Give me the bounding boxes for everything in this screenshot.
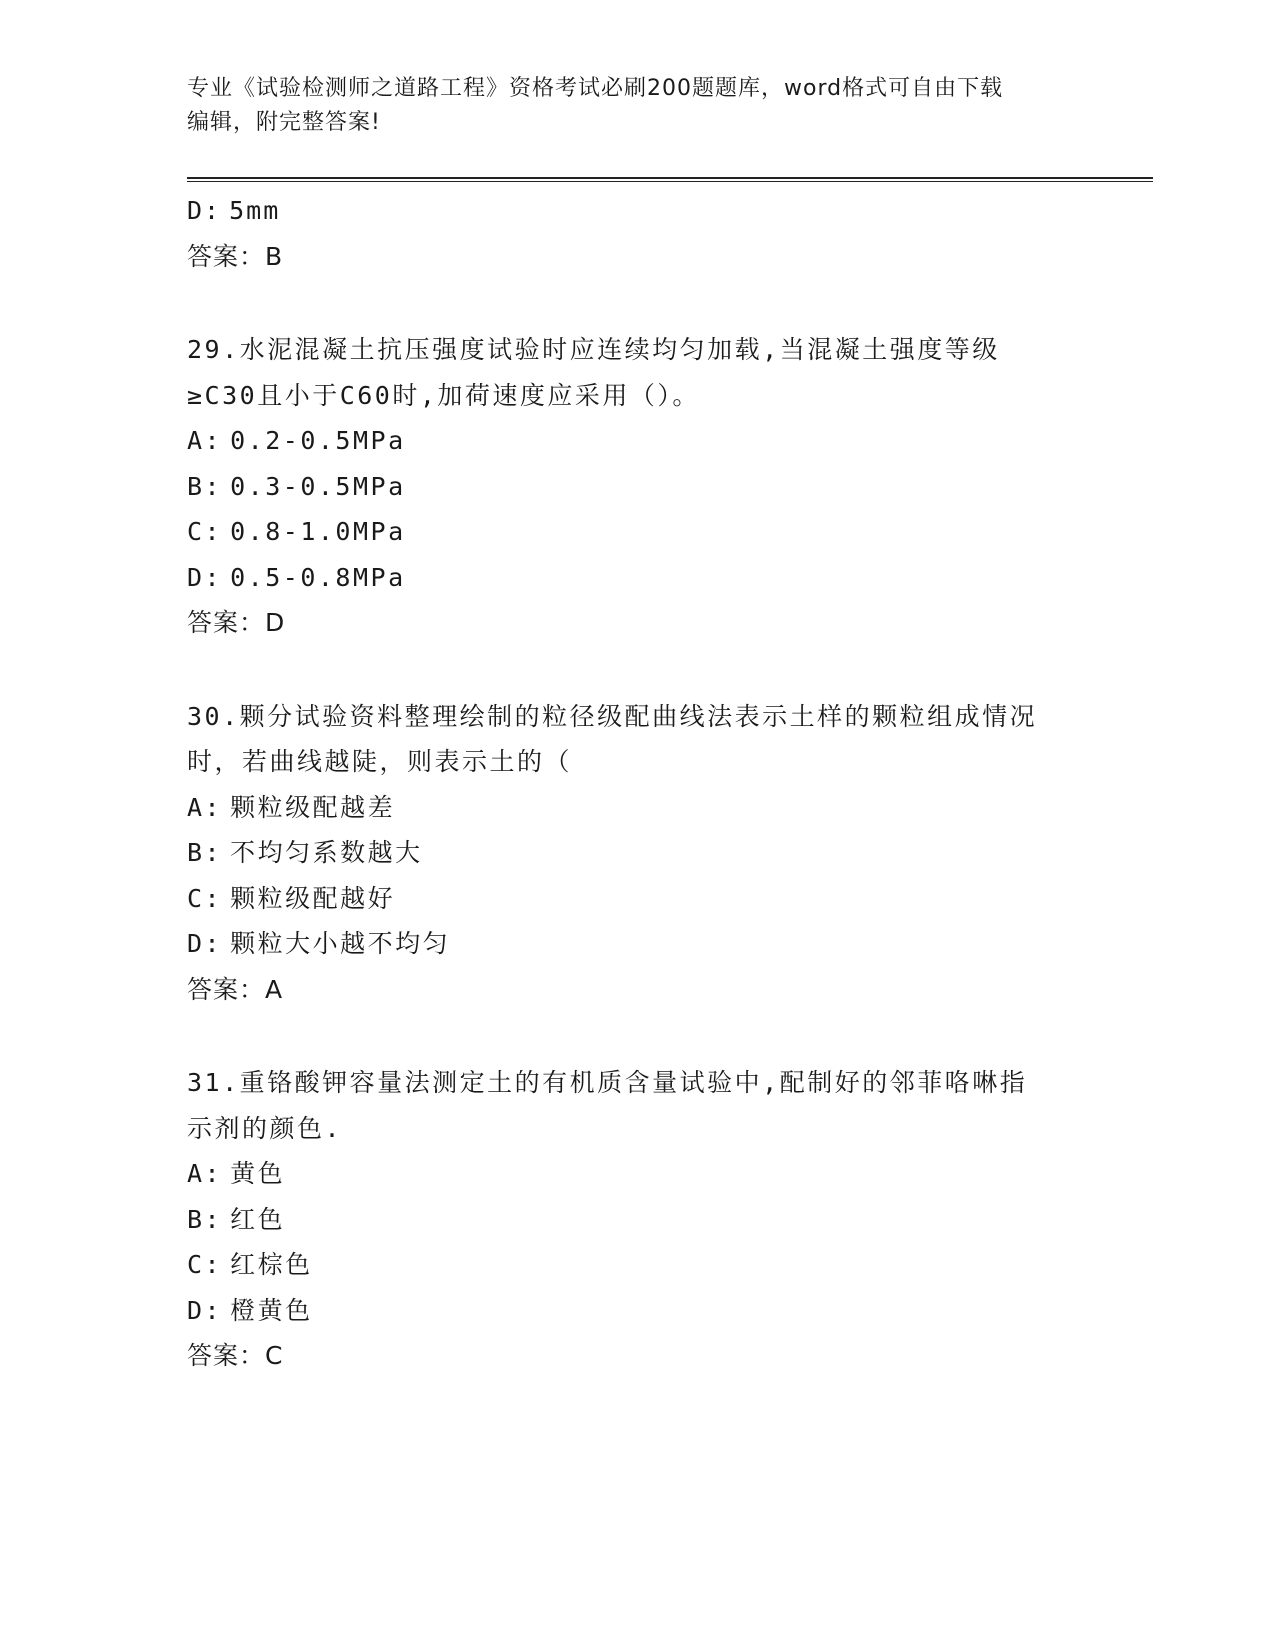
option-a	[187, 1151, 1087, 1197]
question-stem-line: 示剂的颜色.	[187, 1113, 343, 1143]
option-label: C:	[187, 1250, 223, 1279]
option-label: D:	[187, 562, 223, 592]
option-label: B:	[187, 471, 223, 501]
header-line-2: 编辑，附完整答案!	[187, 110, 381, 135]
option-c	[187, 876, 1087, 922]
header-line-1: 专业《试验检测师之道路工程》资格考试必刷200题题库，word格式可自由下载	[187, 76, 1004, 101]
option-b	[187, 830, 1087, 876]
option-text: 黄色	[230, 1159, 286, 1188]
option-text: 橙黄色	[230, 1295, 313, 1325]
option-label: D:	[187, 1295, 223, 1325]
option-a	[187, 785, 1087, 831]
option-label: C:	[187, 883, 223, 913]
answer-line: 答案：A	[187, 974, 284, 1004]
spacer	[187, 1012, 1087, 1060]
option-d	[187, 188, 1087, 234]
option-text: 颗粒级配越差	[230, 792, 396, 822]
option-text: 5mm	[229, 196, 281, 225]
option-label: A:	[187, 1159, 223, 1188]
answer-line: 答案：C	[187, 1341, 284, 1370]
question-29	[187, 327, 1087, 646]
question-31	[187, 1060, 1087, 1379]
answer-line: 答案：B	[187, 241, 284, 271]
option-label: C:	[187, 517, 223, 546]
question-stem-line: 30.颗分试验资料整理绘制的粒径级配曲线法表示土样的颗粒组成情况	[187, 701, 1038, 731]
option-text: 0.8-1.0MPa	[230, 517, 406, 546]
option-label: B:	[187, 1204, 223, 1234]
option-d	[187, 555, 1087, 601]
question-stem-line: 31.重铬酸钾容量法测定土的有机质含量试验中,配制好的邻菲咯啉指	[187, 1068, 1028, 1097]
option-a	[187, 418, 1087, 464]
option-text: 0.5-0.8MPa	[230, 562, 406, 592]
option-text: 红色	[230, 1204, 286, 1234]
page-header	[187, 72, 1087, 140]
option-text: 0.2-0.5MPa	[230, 426, 406, 455]
option-text: 红棕色	[230, 1250, 313, 1279]
page-content	[187, 188, 1087, 1379]
option-label: A:	[187, 426, 223, 455]
option-d	[187, 921, 1087, 967]
option-text: 颗粒大小越不均匀	[230, 929, 451, 958]
question-28-tail	[187, 188, 1087, 279]
option-b	[187, 464, 1087, 510]
spacer	[187, 279, 1087, 327]
option-b	[187, 1197, 1087, 1243]
option-text: 颗粒级配越好	[230, 883, 396, 913]
option-c	[187, 1242, 1087, 1288]
spacer	[187, 646, 1087, 694]
option-label: A:	[187, 792, 223, 822]
header-divider	[187, 177, 1153, 182]
option-c	[187, 509, 1087, 555]
option-text: 0.3-0.5MPa	[230, 471, 406, 501]
answer-line: 答案：D	[187, 608, 286, 637]
question-stem-line: 29.水泥混凝土抗压强度试验时应连续均匀加载,当混凝土强度等级	[187, 335, 1000, 364]
option-label: B:	[187, 838, 223, 867]
question-30	[187, 694, 1087, 1013]
option-label: D:	[187, 929, 223, 958]
question-stem-line: 时，若曲线越陡，则表示土的（	[187, 747, 573, 776]
option-d	[187, 1288, 1087, 1334]
option-label: D:	[187, 196, 222, 225]
question-stem-line: ≥C30且小于C60时,加荷速度应采用（）。	[187, 380, 700, 410]
option-text: 不均匀系数越大	[230, 838, 423, 867]
